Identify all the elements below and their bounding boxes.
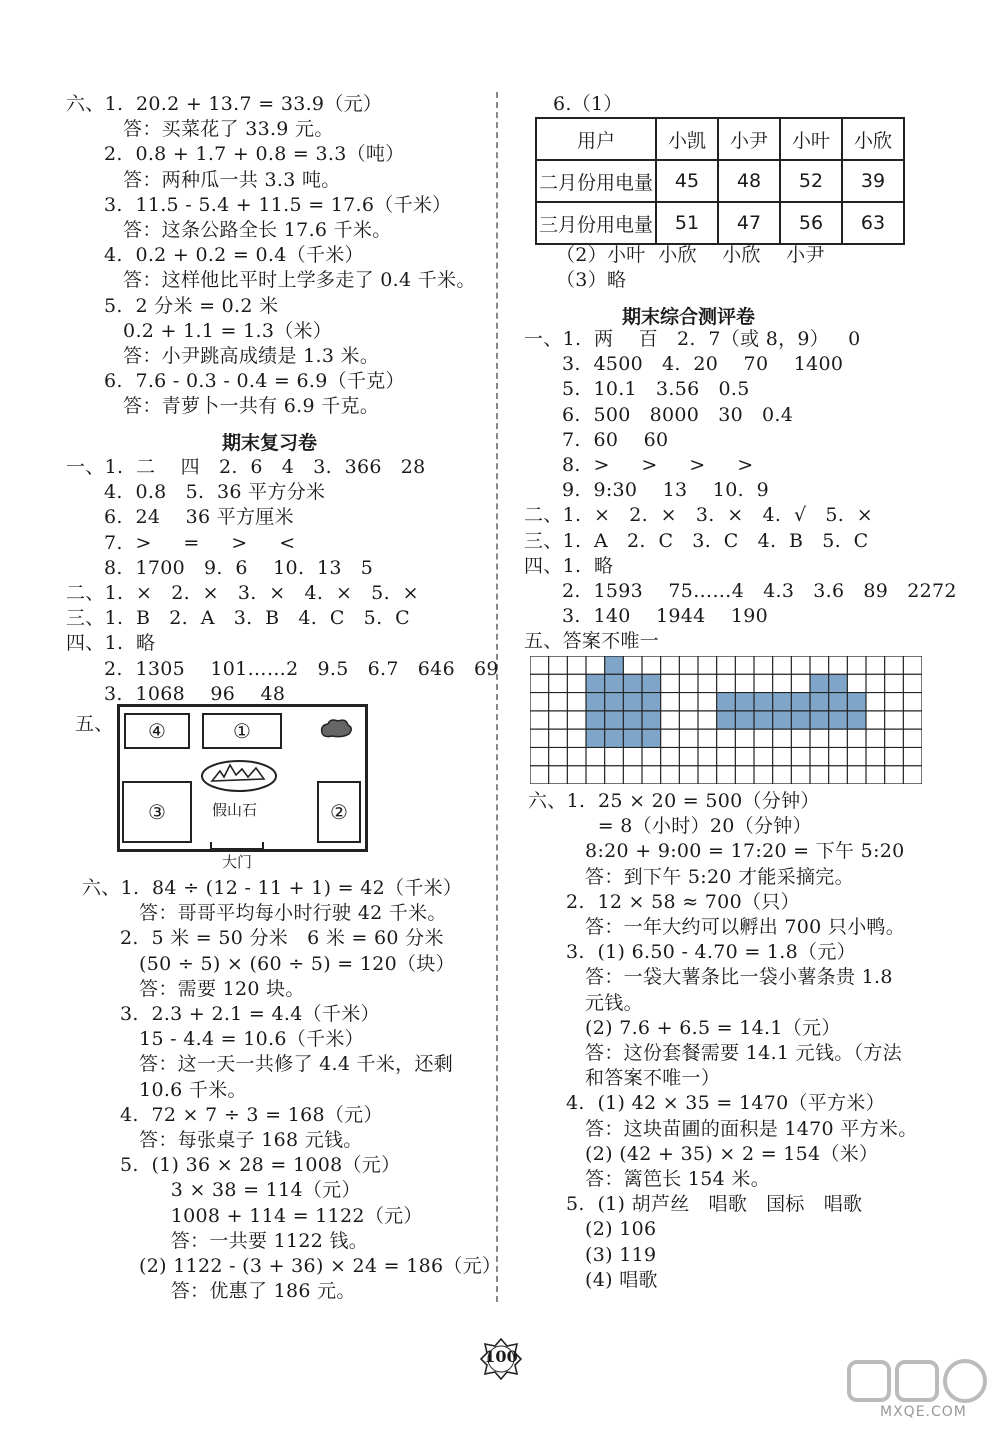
shaded-cell	[642, 711, 661, 729]
answer-line: 一、1. 二 四 2. 6 4 3. 366 28	[66, 456, 426, 478]
answer-line: 4. 72 × 7 ÷ 3 = 168（元）	[82, 1103, 383, 1126]
answer-line: （3）略	[556, 269, 627, 292]
shaded-cell	[829, 674, 848, 692]
answer-line: 3. (1) 6.50 - 4.70 = 1.8（元）	[528, 941, 856, 964]
shaded-cell	[623, 674, 642, 692]
answer-line: (2) 106	[528, 1218, 657, 1241]
watermark-text: MXQE.COM	[880, 1404, 967, 1420]
answer-line: 6. 500 8000 30 0.4	[524, 403, 794, 426]
answer-line: 六、1. 25 × 20 = 500（分钟）	[528, 790, 820, 812]
answer-line: 答：这样他比平时上学多走了 0.4 千米。	[66, 269, 476, 292]
answer-line: (2) (42 + 35) × 2 = 154（米）	[528, 1142, 879, 1165]
shaded-cell	[623, 693, 642, 711]
answer-line: 3. 1068 96 48	[66, 682, 286, 705]
shaded-cell	[847, 693, 866, 711]
answer-line: 答：一年大约可以孵出 700 只小鸭。	[528, 916, 906, 938]
shaded-cell	[829, 711, 848, 729]
table-cell: 63	[842, 202, 904, 244]
answer-line: 5. 10.1 3.56 0.5	[524, 378, 750, 401]
answer-line: 答：这条公路全长 17.6 千米。	[66, 219, 392, 241]
table-cell: 小叶	[780, 118, 842, 160]
table-cell: 39	[842, 160, 904, 202]
answer-line: 3. 4500 4. 20 70 1400	[524, 353, 844, 376]
shaded-cell	[605, 729, 624, 747]
answer-line: 3. 140 1944 190	[524, 605, 769, 628]
table-cell: 52	[780, 160, 842, 202]
answer-line: 二、1. × 2. × 3. × 4. × 5. ×	[66, 582, 419, 604]
shaded-cell	[586, 674, 605, 692]
answer-line: 四、1. 略	[524, 554, 614, 577]
shaded-cell	[586, 711, 605, 729]
map-box-2: ②	[317, 781, 361, 843]
shaded-cell	[605, 693, 624, 711]
rockery-icon	[200, 759, 278, 793]
shaded-cell	[735, 711, 754, 729]
answer-line: 2. 5 米 = 50 分米 6 米 = 60 分米	[82, 927, 444, 950]
area-grid	[530, 656, 922, 784]
answer-line: (4) 唱歌	[528, 1268, 658, 1291]
answer-line: 15 - 4.4 = 10.6（千米）	[82, 1028, 364, 1051]
table-cell: 小欣	[842, 118, 904, 160]
table-cell: 二月份用电量	[536, 160, 656, 202]
answer-line: 答：小尹跳高成绩是 1.3 米。	[66, 345, 380, 367]
answer-line: 8. > > > >	[524, 454, 754, 476]
answer-line: 答：买菜花了 33.9 元。	[66, 118, 334, 141]
shaded-cell	[791, 711, 810, 729]
answer-line: 1008 + 114 = 1122（元）	[82, 1204, 423, 1227]
table-row	[536, 160, 904, 202]
gate-marker	[210, 842, 264, 850]
answer-line: 六、1. 20.2 + 13.7 = 33.9（元）	[66, 93, 383, 115]
electricity-table	[535, 117, 905, 245]
answer-line: 5. 2 分米 = 0.2 米	[66, 294, 279, 317]
map-box-1: ①	[202, 713, 282, 749]
table-row	[536, 202, 904, 244]
shaded-cell	[642, 693, 661, 711]
answer-line: 三、1. A 2. C 3. C 4. B 5. C	[524, 529, 869, 552]
map-box-3: ③	[122, 781, 192, 843]
wu-label: 五、	[75, 713, 114, 735]
answer-line: 2. 1593 75……4 4.3 3.6 89 2272	[524, 580, 957, 602]
answer-line: 3. 2.3 + 2.1 = 4.4（千米）	[82, 1003, 380, 1025]
answer-line: 答：这一天一共修了 4.4 千米，还剩	[82, 1053, 454, 1076]
answer-line: 4. 0.8 5. 36 平方分米	[66, 481, 326, 504]
answer-line: 5. (1) 36 × 28 = 1008（元）	[82, 1154, 401, 1177]
answer-line: 三、1. B 2. A 3. B 4. C 5. C	[66, 607, 410, 630]
shaded-cell	[773, 711, 792, 729]
answer-line: 8:20 + 9:00 = 17:20 = 下午 5:20	[528, 840, 905, 863]
answer-line: 答：青萝卜一共有 6.9 千克。	[66, 395, 380, 418]
answer-line: 5. (1) 胡芦丝 唱歌 国标 唱歌	[528, 1193, 863, 1216]
shaded-cell	[791, 693, 810, 711]
shaded-cell	[754, 711, 773, 729]
table-cell: 小凯	[656, 118, 718, 160]
answer-line: (2) 1122 - (3 + 36) × 24 = 186（元）	[82, 1255, 502, 1277]
answer-line: 9. 9:30 13 10. 9	[524, 479, 769, 502]
shaded-cell	[623, 729, 642, 747]
answer-line: 10.6 千米。	[82, 1078, 247, 1101]
answer-line: 2. 12 × 58 ≈ 700（只）	[528, 890, 800, 913]
answer-line: 答：一共要 1122 钱。	[82, 1229, 369, 1252]
answer-line: 8. 1700 9. 6 10. 13 5	[66, 556, 374, 579]
answer-line: 五、答案不唯一	[524, 630, 660, 653]
gate-label: 大门	[222, 853, 253, 871]
answer-line: 4. 0.2 + 0.2 = 0.4（千米）	[66, 244, 364, 267]
answer-line: 2. 1305 101……2 9.5 6.7 646 69	[66, 657, 499, 680]
shaded-cell	[623, 711, 642, 729]
shaded-cell	[605, 711, 624, 729]
shaded-cell	[605, 656, 624, 674]
shaded-cell	[754, 693, 773, 711]
shaded-cell	[586, 693, 605, 711]
shaded-cell	[810, 693, 829, 711]
page-number: 100	[484, 1347, 518, 1366]
shaded-cell	[847, 711, 866, 729]
answer-line: 六、1. 84 ÷ (12 - 11 + 1) = 42（千米）	[82, 877, 463, 899]
section-title-review: 期末复习卷	[222, 432, 318, 454]
section-title-final: 期末综合测评卷	[622, 306, 756, 328]
answer-line: 6. 24 36 平方厘米	[66, 506, 294, 529]
answer-line: 7. > = > <	[66, 531, 296, 554]
answer-line: 0.2 + 1.1 = 1.3（米）	[66, 319, 333, 342]
shaded-cell	[810, 674, 829, 692]
table-cell: 三月份用电量	[536, 202, 656, 244]
answer-line: 7. 60 60	[524, 428, 669, 451]
garden-map	[117, 704, 368, 852]
answer-line: 元钱。	[528, 991, 643, 1014]
answer-line: 答：两种瓜一共 3.3 吨。	[66, 168, 341, 191]
answer-line: 2. 0.8 + 1.7 + 0.8 = 3.3（吨）	[66, 143, 405, 166]
answer-line: 3 × 38 = 114（元）	[82, 1179, 361, 1202]
q6-label: 6.（1）	[553, 93, 623, 115]
shaded-cell	[810, 711, 829, 729]
answer-line: (50 ÷ 5) × (60 ÷ 5) = 120（块）	[82, 952, 455, 975]
answer-line: 答：哥哥平均每小时行驶 42 千米。	[82, 902, 447, 925]
answer-line: 二、1. × 2. × 3. × 4. √ 5. ×	[524, 504, 873, 527]
shaded-cell	[773, 693, 792, 711]
answer-line: 一、1. 两 百 2. 7（或 8，9） 0	[524, 328, 861, 350]
table-row	[536, 118, 904, 160]
rockery-label: 假山石	[212, 801, 258, 819]
answer-line: 答：需要 120 块。	[82, 977, 305, 1000]
answer-line: 四、1. 略	[66, 632, 156, 655]
answer-line: (2) 7.6 + 6.5 = 14.1（元）	[528, 1016, 841, 1039]
answer-line: 答：这份套餐需要 14.1 元钱。（方法	[528, 1042, 902, 1064]
shaded-cell	[642, 674, 661, 692]
shaded-cell	[735, 693, 754, 711]
shaded-cell	[717, 711, 736, 729]
answer-line: 4. (1) 42 × 35 = 1470（平方米）	[528, 1092, 886, 1115]
answer-line: 6. 7.6 - 0.3 - 0.4 = 6.9（千克）	[66, 370, 405, 393]
answer-line: 答：这块苗圃的面积是 1470 平方米。	[528, 1117, 918, 1140]
shaded-cell	[605, 674, 624, 692]
answer-line: 答：一袋大薯条比一袋小薯条贵 1.8	[528, 966, 893, 989]
answer-line: 和答案不唯一）	[528, 1067, 721, 1090]
answer-line: = 8（小时）20（分钟）	[528, 815, 812, 838]
table-cell: 48	[718, 160, 780, 202]
shaded-cell	[717, 693, 736, 711]
answer-line: 答：到下午 5:20 才能采摘完。	[528, 865, 854, 888]
answer-line: （2）小叶 小欣 小欣 小尹	[556, 244, 825, 266]
table-cell: 47	[718, 202, 780, 244]
answer-line: 3. 11.5 - 5.4 + 11.5 = 17.6（千米）	[66, 193, 452, 216]
shaded-cell	[829, 693, 848, 711]
table-cell: 小尹	[718, 118, 780, 160]
answer-line: 答：每张桌子 168 元钱。	[82, 1129, 363, 1151]
table-cell: 56	[780, 202, 842, 244]
map-box-4: ④	[124, 713, 190, 749]
shaded-cell	[586, 729, 605, 747]
answer-line: 答：优惠了 186 元。	[82, 1280, 356, 1303]
column-divider	[496, 92, 498, 1302]
answer-line: (3) 119	[528, 1243, 657, 1266]
table-cell: 45	[656, 160, 718, 202]
bush-icon	[318, 717, 354, 739]
table-cell: 51	[656, 202, 718, 244]
table-cell: 用户	[536, 118, 656, 160]
shaded-cell	[642, 729, 661, 747]
answer-line: 答：篱笆长 154 米。	[528, 1168, 771, 1190]
